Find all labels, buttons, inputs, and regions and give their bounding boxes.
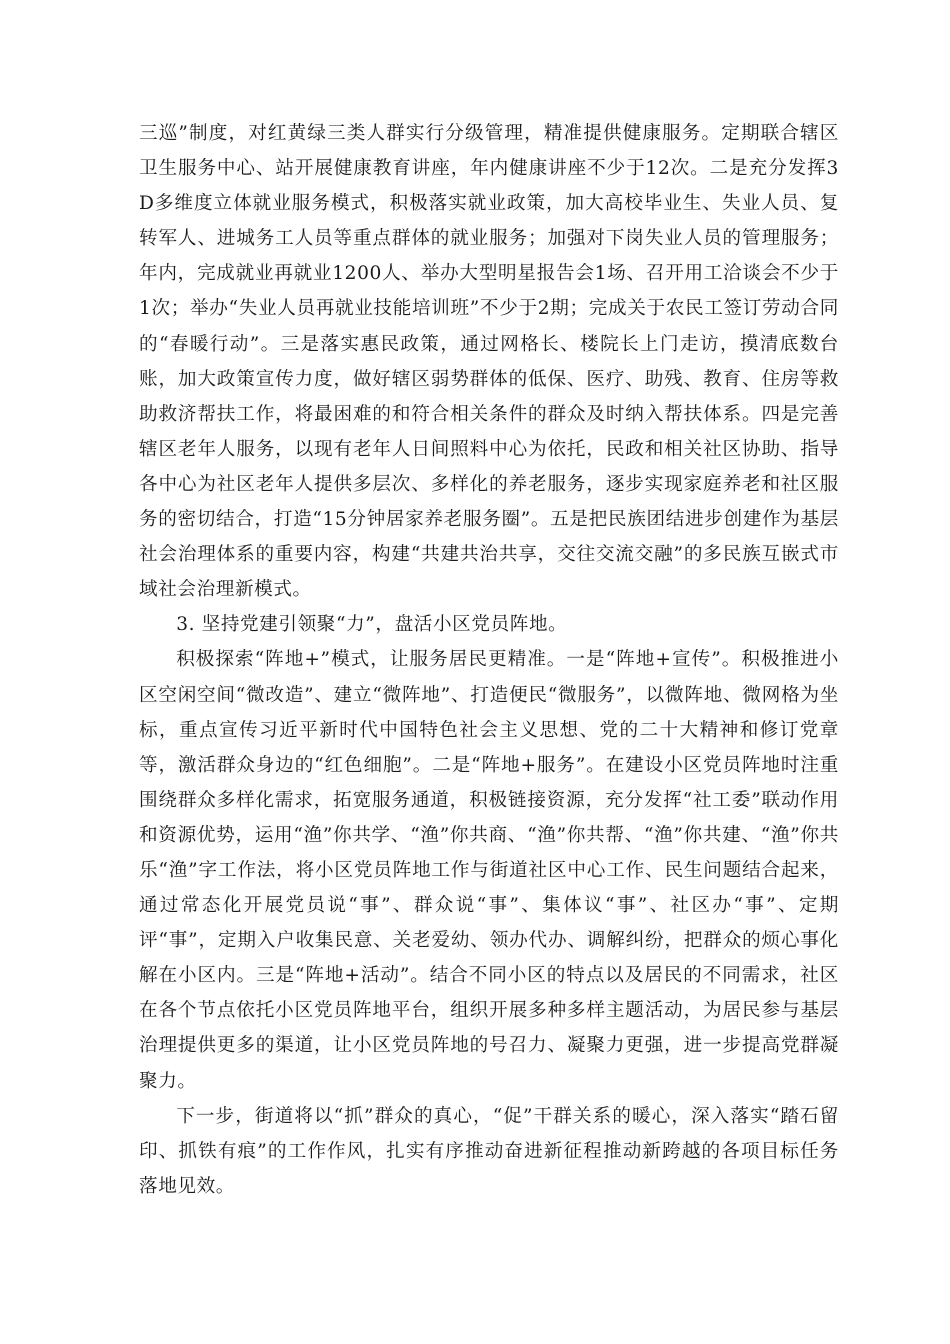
paragraph-party-position: 积极探索“阵地+”模式，让服务居民更精准。一是“阵地+宣传”。积极推进小区空闲空间“微改造”、建立“微阵地”、打造便民“微服务”，以微阵地、微网格为坐标，重点宣传习近平新时代中国特色社会主义思想、党的二十大精神和修订党章等，激活群众身边的“红色细胞”。二是“阵地+服务”。在建设小区党员阵地时注重围绕群众多样化需求，拓宽服务通道，积极链接资源，充分发挥“社工委”联动作用和资源优势，运用“渔”你共学、“渔”你共商、“渔”你共帮、“渔”你共建、“渔”你共乐“渔”字工作法，将小区党员阵地工作与街道社区中心工作、民生问题结合起来，通过常态化开展党员说“事”、群众说“事”、集体议“事”、社区办“事”、定期评“事”，定期入户收集民意、关老爱幼、领办代办、调解纠纷，把群众的烦心事化解在小区内。三是“阵地+活动”。结合不同小区的特点以及居民的不同需求，社区在各个节点依托小区党员阵地平台，组织开展多种多样主题活动，为居民参与基层治理提供更多的渠道，让小区党员阵地的号召力、凝聚力更强，进一步提高党群凝聚力。: [139, 649, 839, 1092]
paragraph-next-steps: 下一步，街道将以“抓”群众的真心，“促”干群关系的暖心，深入落实“踏石留印、抓铁有痕”的工作作风，扎实有序推动奋进新征程推动新跨越的各项目标任务落地见效。: [139, 1105, 839, 1197]
document-page: [139, 116, 839, 1204]
paragraph-services: 三巡”制度，对红黄绿三类人群实行分级管理，精准提供健康服务。定期联合辖区卫生服务中心、站开展健康教育讲座，年内健康讲座不少于12次。二是充分发挥3D多维度立体就业服务模式，积极落实就业政策，加大高校毕业生、失业人员、复转军人、进城务工人员等重点群体的就业服务；加强对下岗失业人员的管理服务；年内，完成就业再就业1200人、举办大型明星报告会1场、召开用工洽谈会不少于1次；举办“失业人员再就业技能培训班”不少于2期；完成关于农民工签订劳动合同的“春暖行动”。三是落实惠民政策，通过网格长、楼院长上门走访，摸清底数台账，加大政策宣传力度，做好辖区弱势群体的低保、医疗、助残、教育、住房等救助救济帮扶工作，将最困难的和符合相关条件的群众及时纳入帮扶体系。四是完善辖区老年人服务，以现有老年人日间照料中心为依托，民政和相关社区协助、指导各中心为社区老年人提供多层次、多样化的养老服务，逐步实现家庭养老和社区服务的密切结合，打造“15分钟居家养老服务圈”。五是把民族团结进步创建作为基层社会治理体系的重要内容，构建“共建共治共享，交往交流交融”的多民族互嵌式市域社会治理新模式。: [139, 123, 839, 601]
section-heading: 3. 坚持党建引领聚“力”，盘活小区党员阵地。: [176, 614, 568, 636]
